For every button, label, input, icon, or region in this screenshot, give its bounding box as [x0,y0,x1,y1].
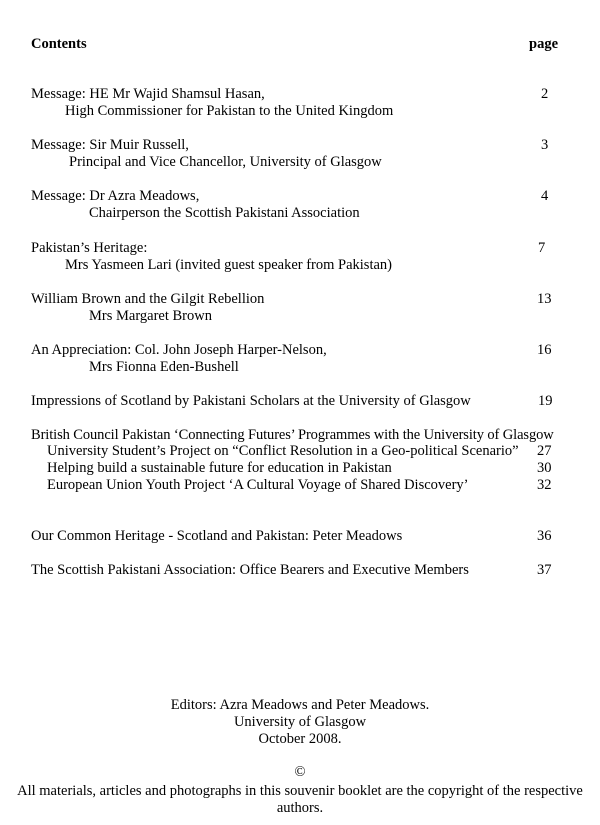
toc-entry-page: 37 [537,562,552,578]
contents-heading: Contents [31,36,87,52]
toc-entry-page: 4 [541,188,549,204]
toc-entry-page: 30 [537,460,552,476]
toc-entry-title: Message: HE Mr Wajid Shamsul Hasan, [31,86,265,102]
toc-entry-title: British Council Pakistan ‘Connecting Futures’ Programmes with the University of Glasgow [31,427,554,443]
toc-entry-sub: Chairperson the Scottish Pakistani Association [89,205,360,221]
toc-entry-page: 13 [537,291,552,307]
toc-entry-sub: Principal and Vice Chancellor, University of Glasgow [69,154,382,170]
editors-line: Editors: Azra Meadows and Peter Meadows. [170,697,430,713]
toc-entry-page: 36 [537,528,552,544]
copyright-line: All materials, articles and photographs in this souvenir booklet are the copyright of the respective [17,783,583,799]
date-line: October 2008. [258,731,342,747]
toc-entry-page: 2 [541,86,549,102]
toc-entry-sub: Mrs Margaret Brown [89,308,212,324]
toc-entry-page: 19 [538,393,553,409]
toc-entry-title: An Appreciation: Col. John Joseph Harper-Nelson, [31,342,327,358]
toc-entry-sub: High Commissioner for Pakistan to the United Kingdom [65,103,394,119]
toc-entry-title: Pakistan’s Heritage: [31,240,148,256]
copyright-line: authors. [276,800,324,816]
toc-entry-title: Our Common Heritage - Scotland and Pakistan: Peter Meadows [31,528,403,544]
toc-entry-title: Impressions of Scotland by Pakistani Scholars at the University of Glasgow [31,393,471,409]
toc-entry-page: 27 [537,443,552,459]
toc-entry-sub: Mrs Yasmeen Lari (invited guest speaker from Pakistan) [65,257,392,273]
toc-entry-page: 7 [538,240,546,256]
toc-entry-sub: Mrs Fionna Eden-Bushell [89,359,239,375]
toc-entry-page: 3 [541,137,549,153]
toc-entry-title: The Scottish Pakistani Association: Office Bearers and Executive Members [31,562,469,578]
toc-entry-title: Helping build a sustainable future for education in Pakistan [47,460,392,476]
toc-entry-title: Message: Dr Azra Meadows, [31,188,200,204]
toc-entry-title: European Union Youth Project ‘A Cultural Voyage of Shared Discovery’ [47,477,469,493]
toc-entry-page: 32 [537,477,552,493]
toc-entry-title: University Student’s Project on “Conflict Resolution in a Geo-political Scenario” [47,443,519,459]
page-heading: page [529,36,558,52]
toc-entry-title: Message: Sir Muir Russell, [31,137,189,153]
university-line: University of Glasgow [233,714,367,730]
toc-entry-title: William Brown and the Gilgit Rebellion [31,291,265,307]
copyright-symbol: © [294,764,306,780]
toc-entry-page: 16 [537,342,552,358]
